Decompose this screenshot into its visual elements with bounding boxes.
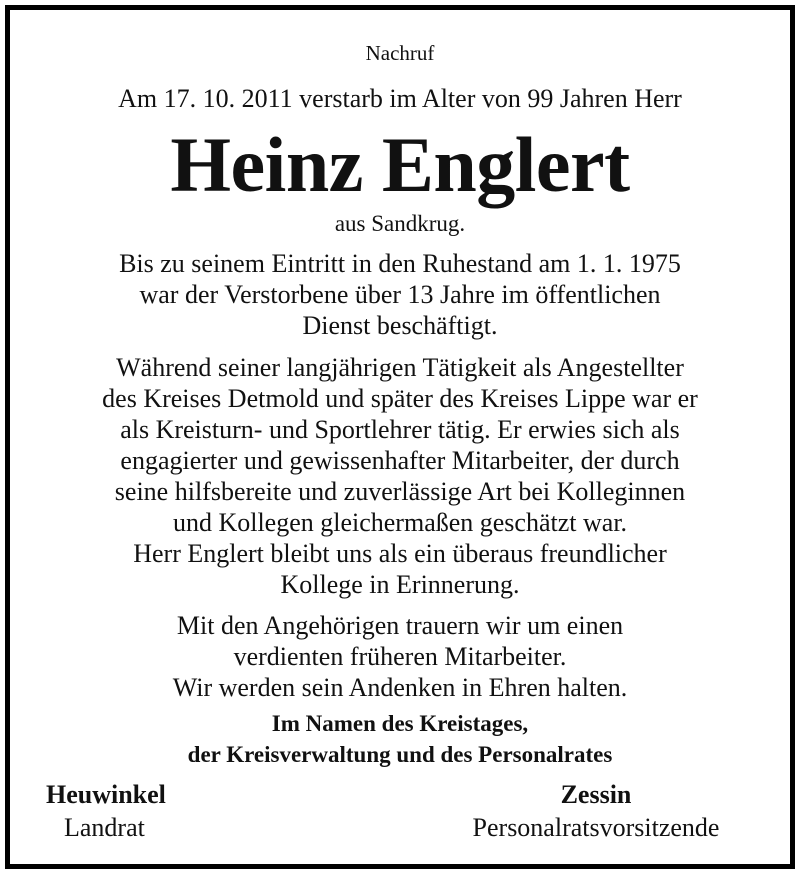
deceased-name: Heinz Englert bbox=[170, 121, 630, 208]
text-line: und Kollegen gleichermaßen geschätzt war. bbox=[172, 508, 628, 537]
signatory-role: Personalratsvorsitzende bbox=[472, 813, 720, 842]
obituary-content bbox=[10, 10, 790, 864]
closing-line: Im Namen des Kreistages, bbox=[271, 711, 529, 736]
paragraph-mourning bbox=[10, 610, 790, 703]
signatory-right bbox=[431, 778, 761, 844]
signatory-name: Zessin bbox=[560, 780, 632, 809]
text-line: verdienten früheren Mitarbeiter. bbox=[233, 642, 567, 671]
signatory-left bbox=[46, 778, 166, 844]
deceased-origin: aus Sandkrug. bbox=[334, 211, 466, 236]
paragraph-career bbox=[10, 352, 790, 600]
closing-statement bbox=[10, 708, 790, 770]
text-line: Mit den Angehörigen trauern wir um einen bbox=[176, 611, 624, 640]
notice-heading: Nachruf bbox=[365, 41, 435, 65]
text-line: Dienst beschäftigt. bbox=[302, 311, 498, 340]
signatory-name: Heuwinkel bbox=[46, 780, 166, 809]
notice-intro: Am 17. 10. 2011 verstarb im Alter von 99 Jahren Herr bbox=[118, 84, 682, 113]
text-line: seine hilfsbereite und zuverlässige Art bei Kolleginnen bbox=[114, 477, 686, 506]
obituary-frame bbox=[5, 5, 795, 869]
text-line: engagierter und gewissenhafter Mitarbeiter, der durch bbox=[120, 446, 680, 475]
text-line: Wir werden sein Andenken in Ehren halten. bbox=[172, 673, 628, 702]
text-line: Während seiner langjährigen Tätigkeit als Angestellter bbox=[116, 353, 684, 382]
signatory-role: Landrat bbox=[64, 813, 145, 842]
closing-line: der Kreisverwaltung und des Personalrates bbox=[187, 742, 613, 767]
text-line: des Kreises Detmold und später des Kreises Lippe war er bbox=[102, 384, 698, 413]
text-line: Bis zu seinem Eintritt in den Ruhestand am 1. 1. 1975 bbox=[119, 249, 681, 278]
text-line: Herr Englert bleibt uns als ein überaus freundlicher bbox=[133, 539, 667, 568]
text-line: war der Verstorbene über 13 Jahre im öffentlichen bbox=[139, 280, 661, 309]
text-line: Kollege in Erinnerung. bbox=[280, 570, 520, 599]
text-line: als Kreisturn- und Sportlehrer tätig. Er erwies sich als bbox=[120, 415, 680, 444]
paragraph-retirement bbox=[10, 248, 790, 341]
